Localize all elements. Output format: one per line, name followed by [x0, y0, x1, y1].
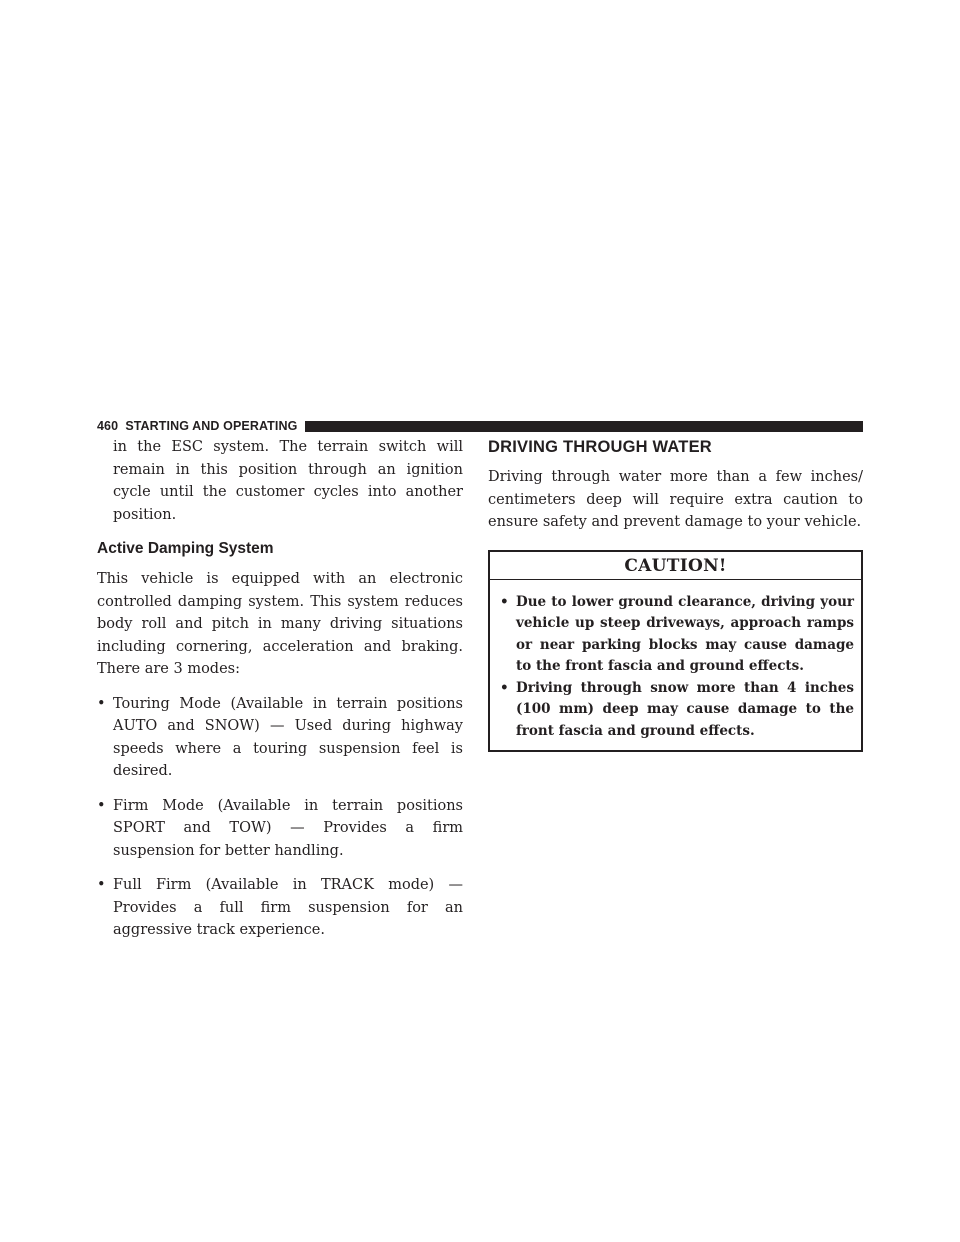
list-item	[97, 795, 463, 863]
section-heading-driving-through-water: DRIVING THROUGH WATER	[488, 438, 712, 456]
intro-paragraph: This vehicle is equipped with an electronic controlled damping system. This system reduces body roll and pitch in many driving situations including cornering, acceleration and braking. There are 3 modes:	[97, 571, 463, 677]
list-item-text: Touring Mode (Available in terrain positions AUTO and SNOW) — Used during highway speeds where a touring suspension feel is desired.	[113, 695, 463, 779]
page-number: 460	[97, 419, 119, 433]
left-column	[97, 436, 463, 954]
bullet-icon: •	[97, 877, 106, 893]
bullet-icon: •	[97, 695, 106, 712]
caution-box	[488, 550, 863, 753]
section-title: STARTING AND OPERATING	[125, 419, 298, 433]
caution-item	[500, 592, 854, 678]
list-item-text: Firm Mode (Available in terrain positions SPORT and TOW) — Provides a firm suspension for better handling.	[113, 797, 463, 859]
list-item	[97, 874, 463, 942]
header-label	[97, 419, 305, 433]
bullet-icon: •	[97, 797, 106, 814]
mode-list	[97, 693, 463, 942]
page-header	[97, 418, 863, 434]
continuation-paragraph: in the ESC system. The terrain switch will remain in this position through an ignition cycle until the customer cycles into another position.	[113, 439, 463, 523]
bullet-icon: •	[500, 679, 509, 696]
caution-item	[500, 678, 854, 743]
caution-item-text: Driving through snow more than 4 inches (100 mm) deep may cause damage to the front fascia and ground effects.	[516, 679, 854, 739]
header-rule	[305, 421, 863, 432]
section-heading-active-damping: Active Damping System	[97, 540, 274, 557]
caution-list	[490, 580, 861, 751]
bullet-icon: •	[500, 593, 509, 610]
list-item	[97, 693, 463, 783]
caution-item-text: Due to lower ground clearance, driving your vehicle up steep driveways, approach ramps or near parking blocks may cause damage to the front fascia and ground effects.	[516, 593, 854, 674]
list-item-text: Full Firm (Available in TRACK mode) — Provides a full firm suspension for an aggressive track experience.	[113, 877, 463, 938]
right-column	[488, 436, 863, 752]
water-paragraph: Driving through water more than a few inches/ centimeters deep will require extra caution to ensure safety and prevent damage to your vehicle.	[488, 469, 863, 530]
caution-title: CAUTION!	[490, 552, 861, 580]
